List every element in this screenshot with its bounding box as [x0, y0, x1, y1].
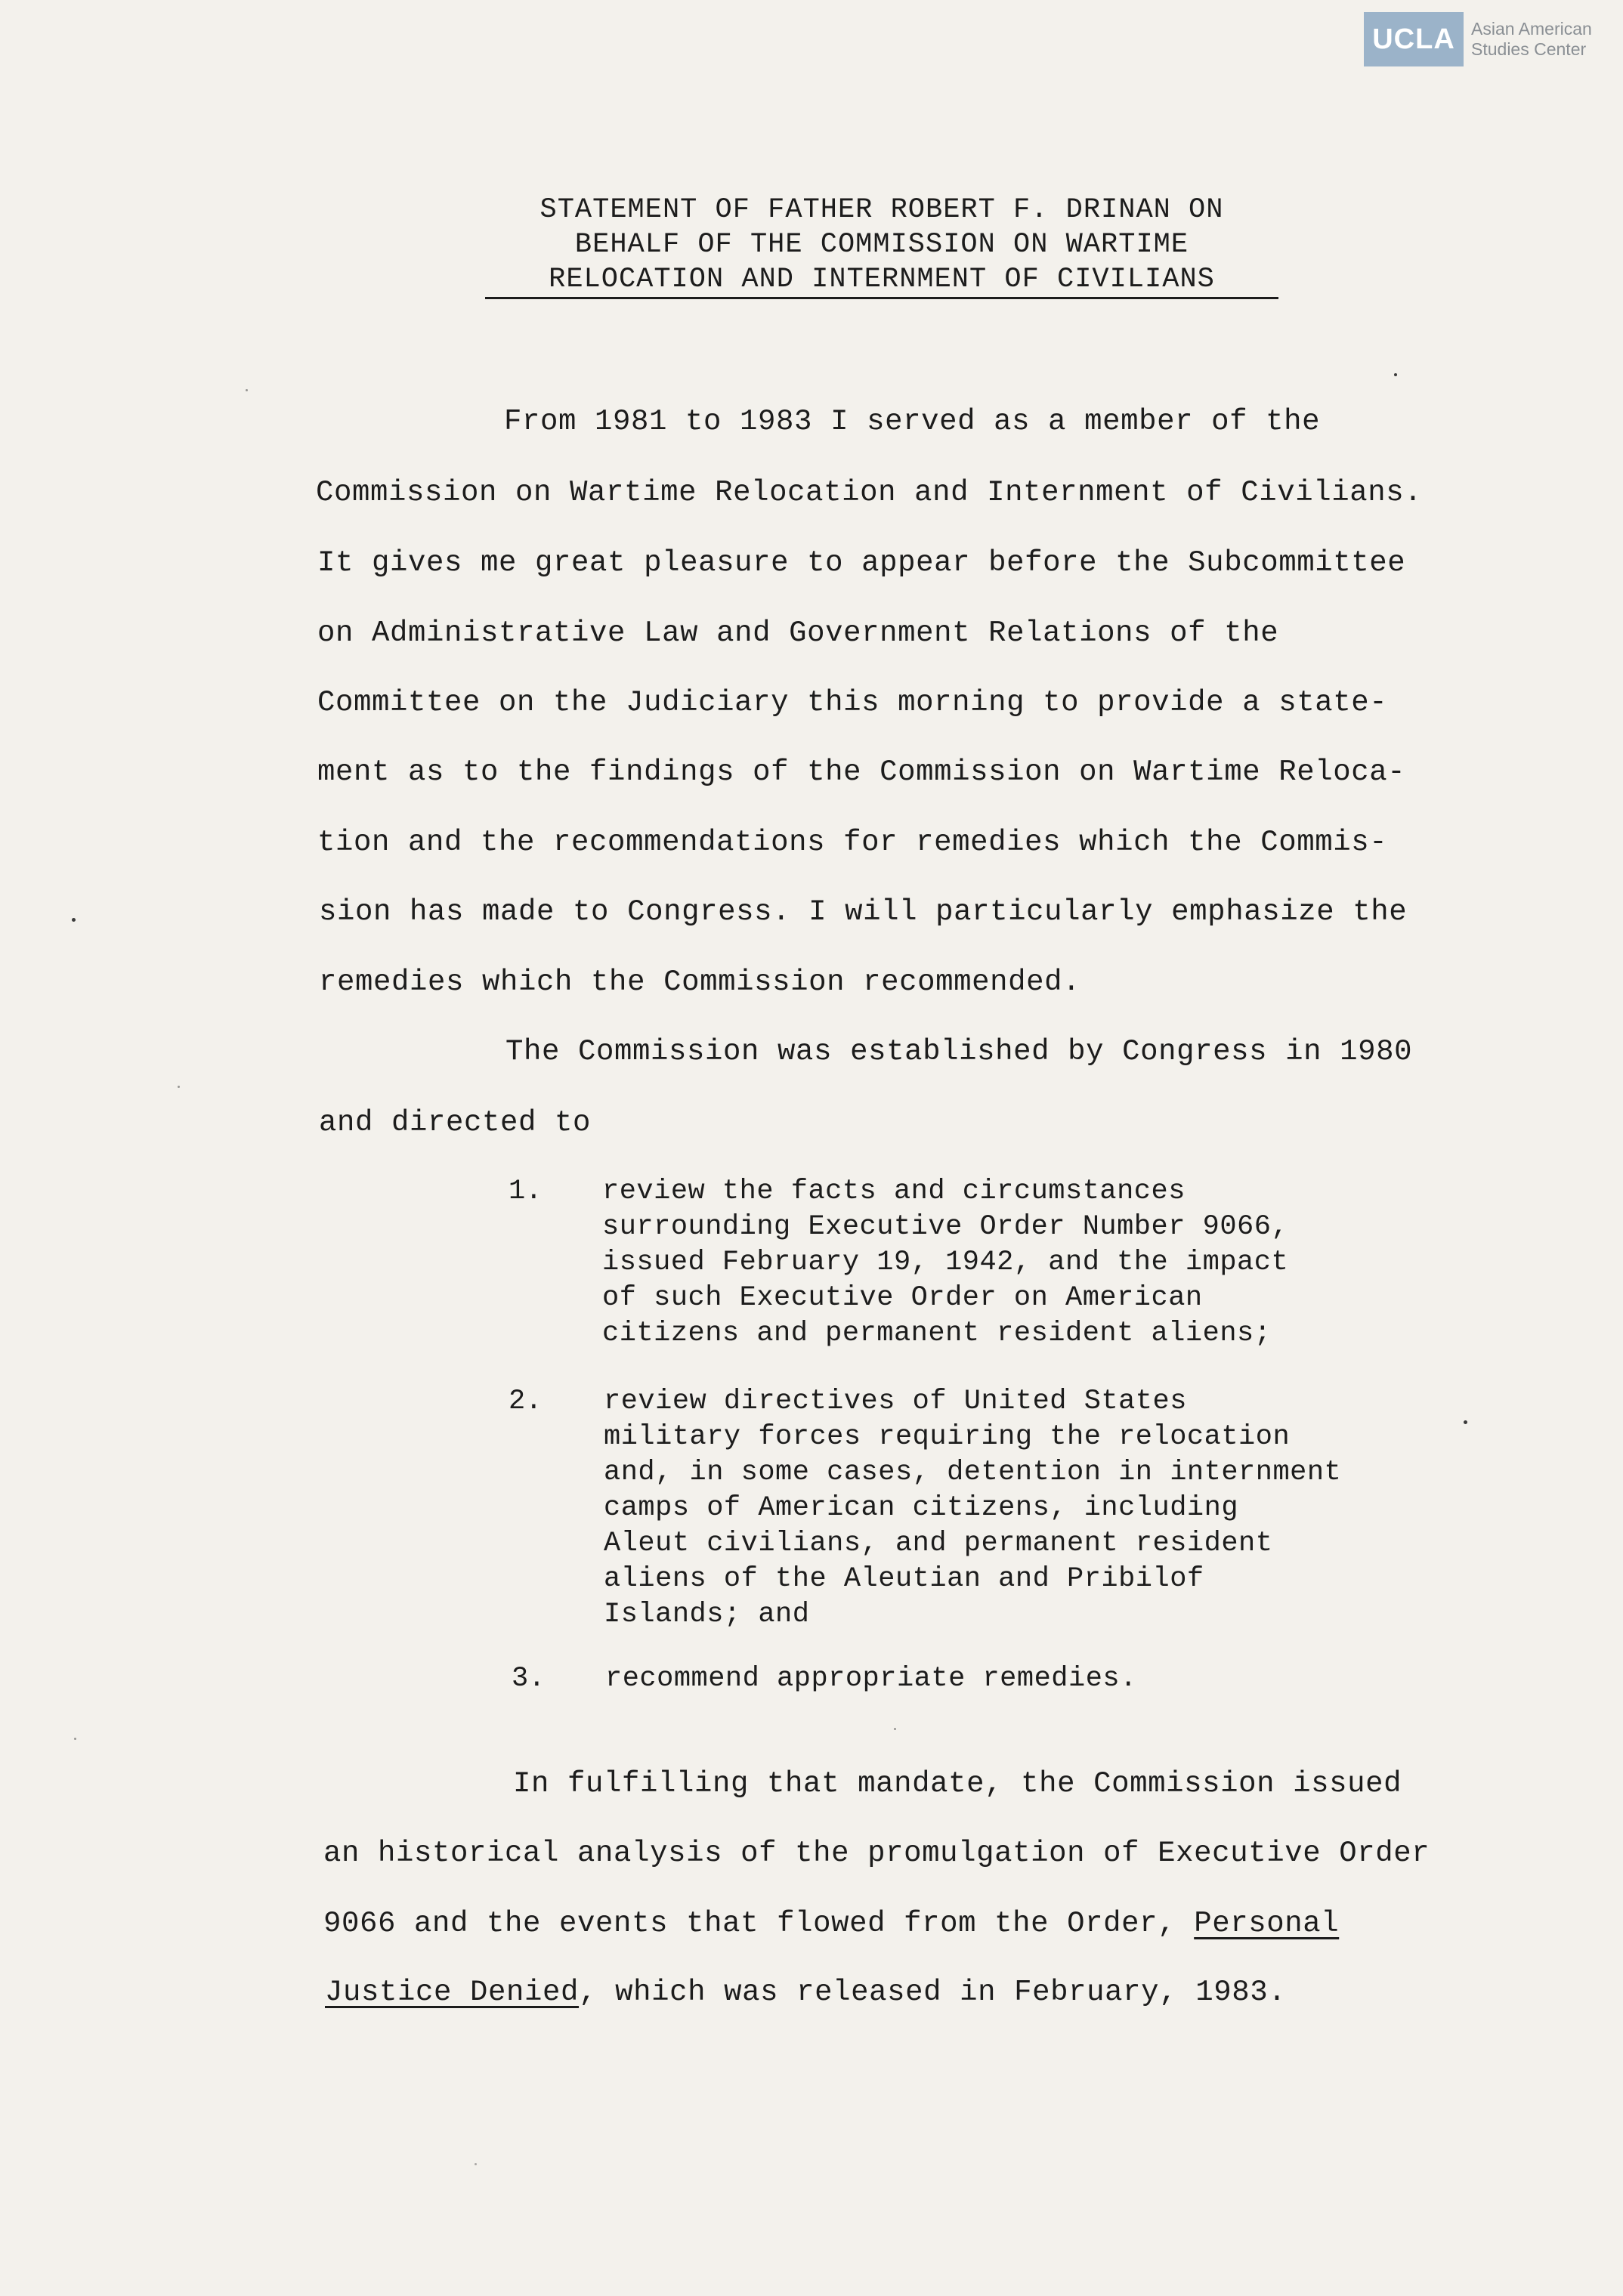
list-item-line: camps of American citizens, including: [604, 1492, 1239, 1524]
paper-speck: [1394, 373, 1397, 376]
list-item-line: review the facts and circumstances: [602, 1176, 1186, 1207]
list-item-number: 2.: [509, 1386, 543, 1417]
book-title-part-1: Personal: [1194, 1907, 1340, 1940]
list-item-line: recommend appropriate remedies.: [605, 1663, 1137, 1695]
list-item-line: Aleut civilians, and permanent resident: [604, 1528, 1273, 1559]
title-underline: [485, 297, 1278, 299]
paper-speck: [246, 389, 248, 391]
paragraph-1-line: Committee on the Judiciary this morning to provide a state-: [317, 686, 1388, 719]
paragraph-2-line: and directed to: [319, 1106, 592, 1139]
list-item-line: issued February 19, 1942, and the impact: [602, 1247, 1289, 1278]
paragraph-1-line: From 1981 to 1983 I served as a member of the: [504, 405, 1321, 438]
logo-text: [1471, 19, 1592, 60]
paragraph-1-line: remedies which the Commission recommended.: [319, 966, 1081, 999]
paragraph-3-line: [323, 1906, 1339, 1941]
document-title: [485, 193, 1278, 297]
list-item-number: 1.: [509, 1176, 543, 1207]
paragraph-3-text: , which was released in February, 1983.: [579, 1976, 1287, 2009]
paper-speck: [1464, 1420, 1467, 1424]
list-item-line: review directives of United States: [604, 1386, 1187, 1417]
list-item-number: 3.: [512, 1663, 546, 1695]
list-item-line: aliens of the Aleutian and Pribilof: [604, 1563, 1204, 1595]
list-item-line: and, in some cases, detention in internment: [604, 1457, 1342, 1488]
list-item-line: citizens and permanent resident aliens;: [602, 1318, 1272, 1349]
paper-speck: [72, 918, 76, 922]
paragraph-1-line: It gives me great pleasure to appear before the Subcommittee: [317, 546, 1406, 579]
paragraph-1-line: Commission on Wartime Relocation and Internment of Civilians.: [316, 476, 1423, 509]
paragraph-1-line: tion and the recommendations for remedies which the Commis-: [317, 826, 1388, 859]
paper-speck: [74, 1738, 76, 1740]
paper-speck: [475, 2163, 477, 2165]
ucla-aasc-logo: [1364, 12, 1592, 66]
paragraph-1-line: sion has made to Congress. I will particularly emphasize the: [319, 895, 1408, 929]
paper-speck: [894, 1728, 896, 1730]
list-item-line: surrounding Executive Order Number 9066,: [602, 1211, 1289, 1243]
logo-mark: UCLA: [1364, 12, 1464, 66]
title-line: RELOCATION AND INTERNMENT OF CIVILIANS: [549, 264, 1215, 295]
paragraph-3-line: an historical analysis of the promulgation of Executive Order: [323, 1837, 1430, 1870]
list-item: [604, 1384, 1341, 1633]
paragraph-3-line: In fulfilling that mandate, the Commission issued: [513, 1767, 1402, 1800]
paragraph-1-line: ment as to the findings of the Commission on Wartime Reloca-: [317, 756, 1406, 789]
paragraph-1-line: on Administrative Law and Government Relations of the: [317, 616, 1279, 650]
logo-line-1: Asian American: [1471, 19, 1592, 39]
list-item-line: Islands; and: [604, 1599, 810, 1630]
paragraph-3-text: 9066 and the events that flowed from the Order,: [323, 1907, 1195, 1940]
list-item: [602, 1174, 1288, 1352]
paragraph-2-line: The Commission was established by Congress in 1980: [505, 1035, 1413, 1068]
list-item-line: of such Executive Order on American: [602, 1282, 1203, 1314]
paragraph-3-line: [325, 1975, 1286, 2010]
logo-line-2: Studies Center: [1471, 39, 1587, 59]
paper-speck: [178, 1086, 180, 1088]
title-line: STATEMENT OF FATHER ROBERT F. DRINAN ON: [539, 194, 1224, 226]
list-item-line: military forces requiring the relocation: [604, 1421, 1291, 1453]
title-line: BEHALF OF THE COMMISSION ON WARTIME: [574, 229, 1189, 261]
book-title-part-2: Justice Denied: [325, 1976, 580, 2009]
list-item: [605, 1661, 1137, 1697]
